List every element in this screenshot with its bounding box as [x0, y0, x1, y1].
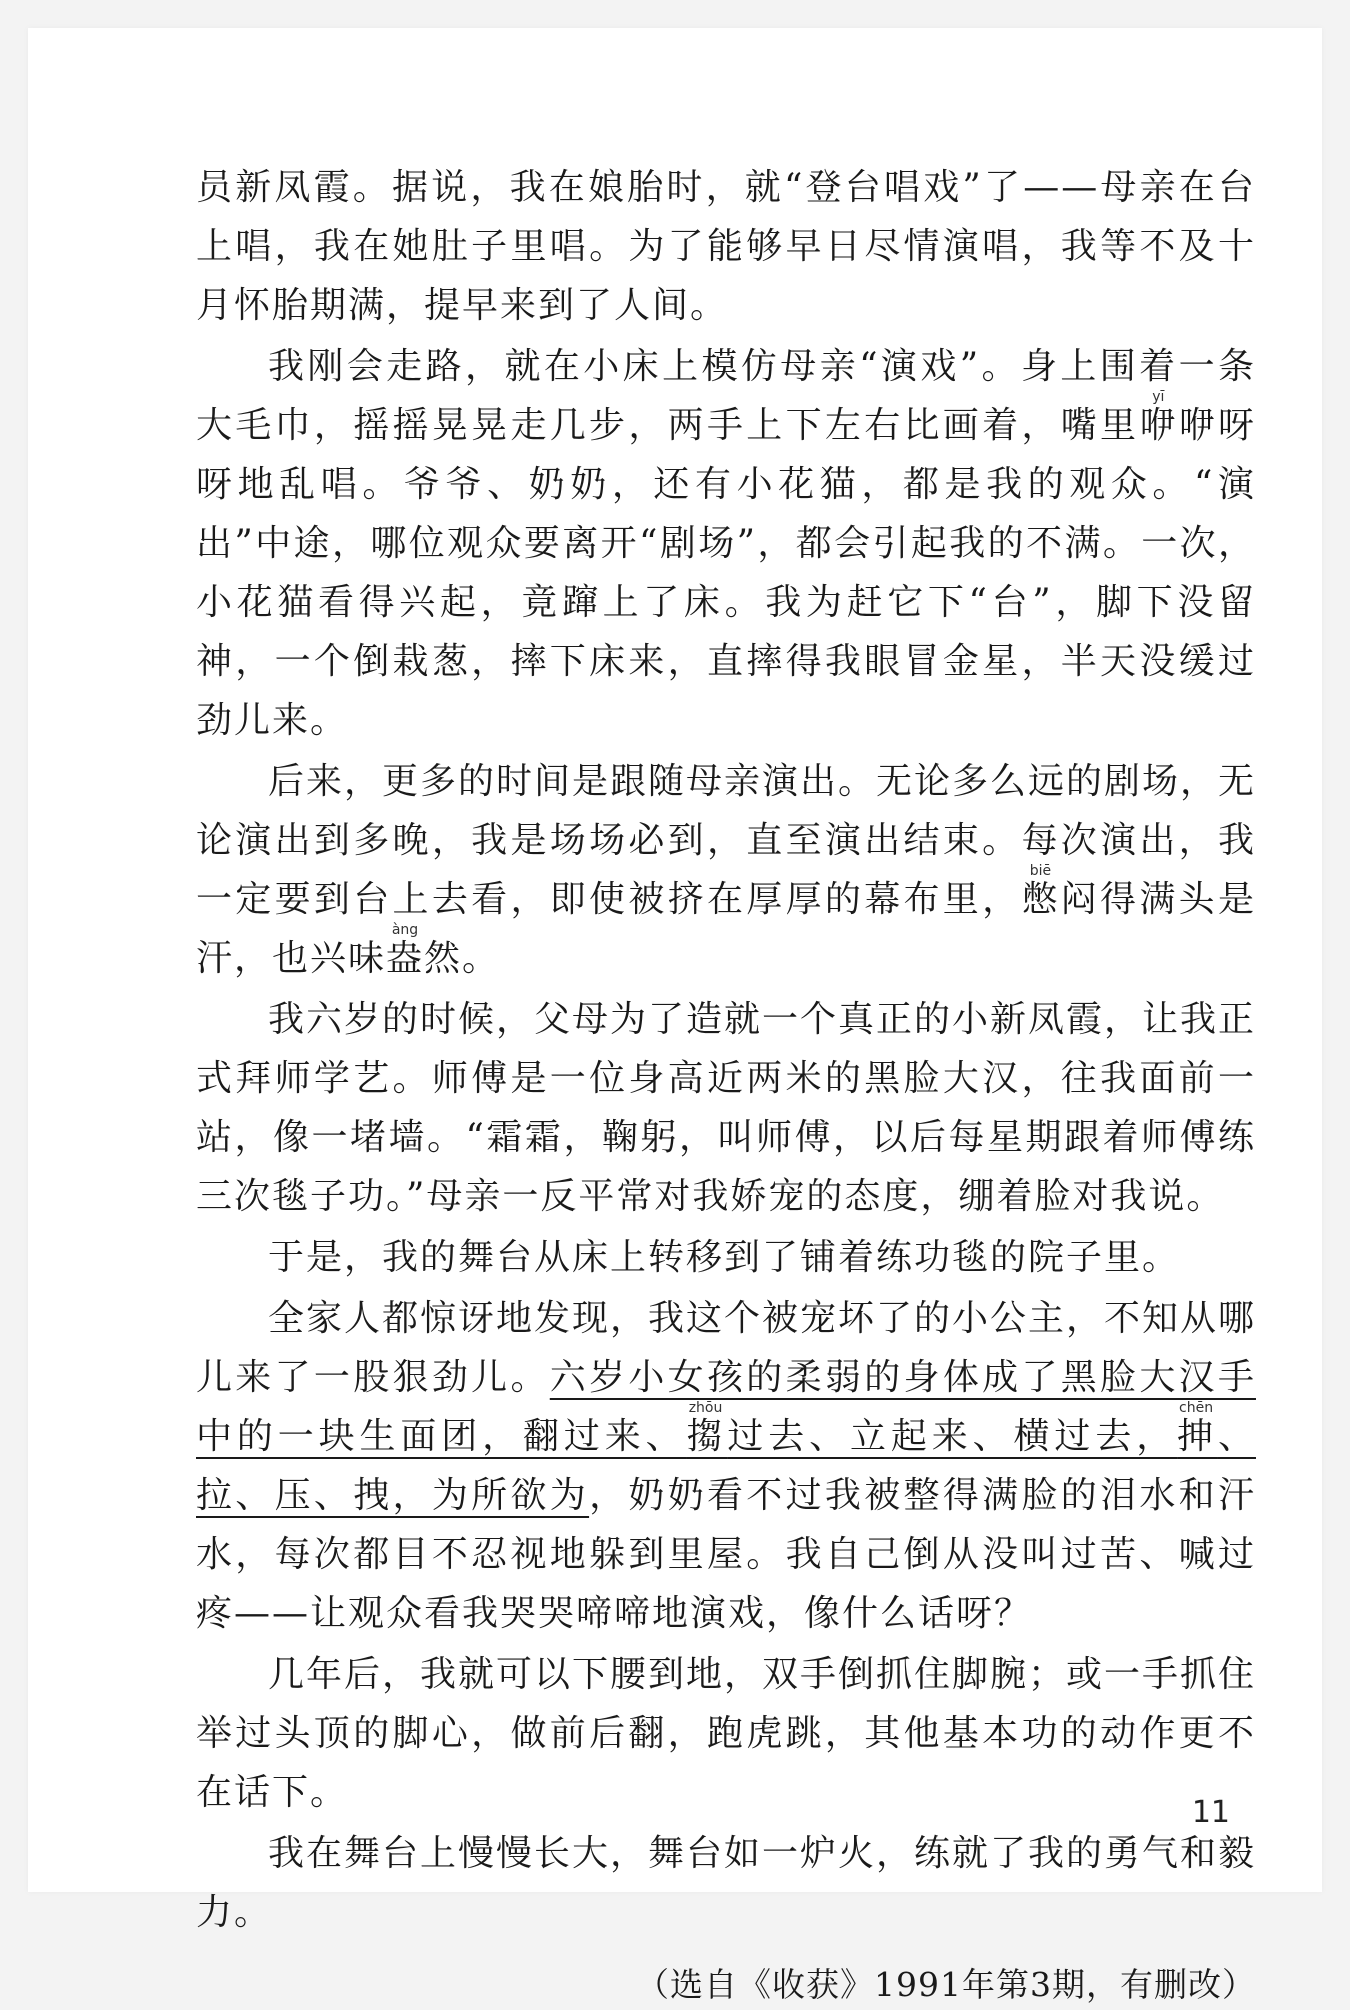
paragraph-3 — [196, 752, 1256, 988]
paragraph-7: 几年后，我就可以下腰到地，双手倒抓住脚腕；或一手抓住举过头顶的脚心，做前后翻，跑虎跳，其他基本功的动作更不在话下。 — [196, 1654, 1257, 1813]
pinyin-annotation-ang: 盎àng — [386, 922, 425, 979]
pinyin-annotation-zhou: 搊zhōu — [686, 1400, 728, 1457]
paragraph-2 — [196, 337, 1256, 750]
paragraph-6 — [196, 1289, 1256, 1643]
paragraph-4: 我六岁的时候，父母为了造就一个真正的小新凤霞，让我正式拜师学艺。师傅是一位身高近两米的黑脸大汉，往我面前一站，像一堵墙。“霜霜，鞠躬，叫师傅，以后每星期跟着师傅练三次毯子功。”母亲一反平常对我娇宠的态度，绷着脸对我说。 — [196, 999, 1257, 1217]
paragraph-3-text-c: 然。 — [424, 938, 501, 979]
page-number: 11 — [1191, 1795, 1230, 1830]
underlined-passage: 六岁小女孩的柔弱的身体成了黑脸大汉手中的一块生面团，翻过来、搊zhōu过去、立起来、横过去，抻chēn、拉、压、拽，为所欲为 — [196, 1357, 1256, 1516]
paragraph-1: 员新凤霞。据说，我在娘胎时，就“登台唱戏”了——母亲在台上唱，我在她肚子里唱。为了能够早日尽情演唱，我等不及十月怀胎期满，提早来到了人间。 — [196, 167, 1256, 326]
paragraph-8: 我在舞台上慢慢长大，舞台如一炉火，练就了我的勇气和毅力。 — [196, 1833, 1257, 1933]
source-citation: （选自《收获》1991年第3期，有删改） — [636, 1965, 1256, 2004]
paragraph-3-text-b: 闷得满头是汗，也兴味 — [196, 879, 1256, 979]
paragraph-6-text-a: 全家人都惊讶地发现，我这个被宠坏了的小公主，不知从哪儿来了一股狠劲儿。 — [196, 1298, 1257, 1398]
article-body — [196, 158, 1256, 2010]
paragraph-5: 于是，我的舞台从床上转移到了铺着练功毯的院子里。 — [268, 1237, 1181, 1278]
paragraph-3-text-a: 后来，更多的时间是跟随母亲演出。无论多么远的剧场，无论演出到多晚，我是场场必到，直至演出结束。每次演出，我一定要到台上去看，即使被挤在厚厚的幕布里， — [196, 761, 1257, 920]
paragraph-2-text-a: 我刚会走路，就在小床上模仿母亲“演戏”。身上围着一条大毛巾，摇摇晃晃走几步，两手上下左右比画着，嘴里 — [196, 346, 1256, 446]
pinyin-annotation-chen: 抻chēn — [1177, 1400, 1218, 1457]
book-page — [28, 28, 1322, 2004]
paragraph-2-text-b: 咿呀呀地乱唱。爷爷、奶奶，还有小花猫，都是我的观众。“演出”中途，哪位观众要离开“剧场”，都会引起我的不满。一次，小花猫看得兴起，竟蹿上了床。我为赶它下“台”，脚下没留神，一个倒栽葱，摔下床来，直摔得我眼冒金星，半天没缓过劲儿来。 — [196, 405, 1256, 741]
pinyin-annotation-yi: 咿yī — [1139, 389, 1179, 446]
paragraph-6-text-b: ，奶奶看不过我被整得满脸的泪水和汗水，每次都目不忍视地躲到里屋。我自己倒从没叫过苦、喊过疼——让观众看我哭哭啼啼地演戏，像什么话呀？ — [196, 1475, 1256, 1634]
pinyin-annotation-bie: 憋biē — [1021, 863, 1061, 920]
